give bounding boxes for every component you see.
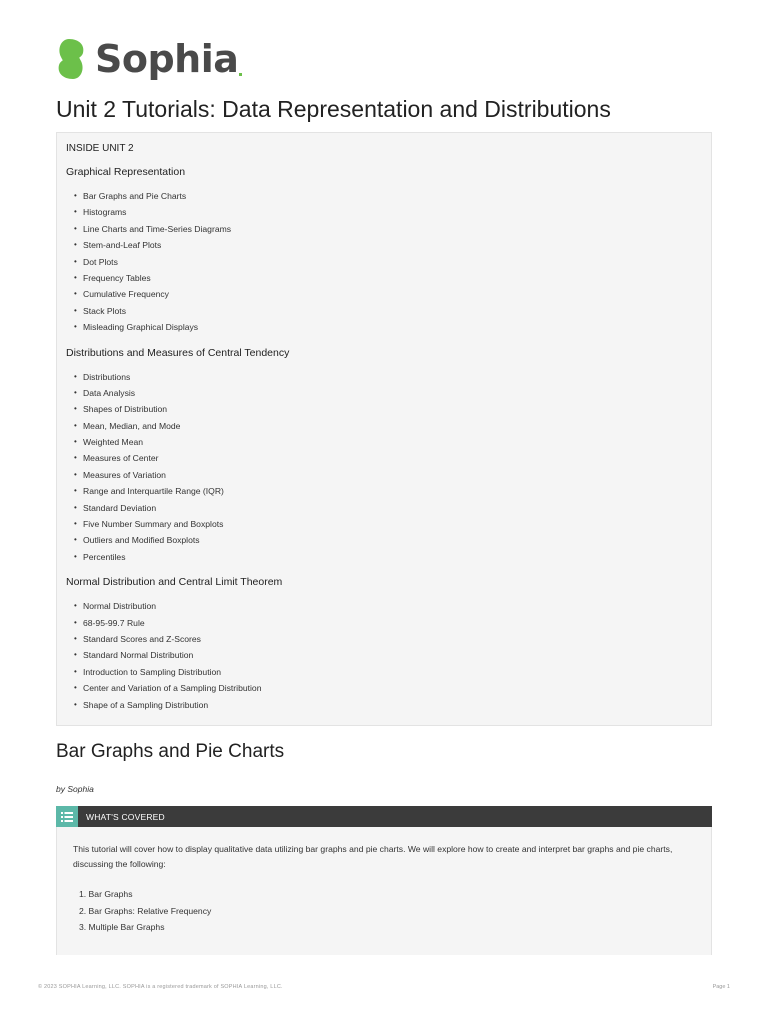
topic-item: 1. Bar Graphs: [79, 889, 133, 899]
sophia-logo: [55, 36, 242, 82]
section-item-list: [66, 598, 702, 713]
footer-copyright: © 2023 SOPHIA Learning, LLC. SOPHIA is a registered trademark of SOPHIA Learning, LLC.: [38, 984, 283, 990]
list-item: • Data Analysis: [74, 385, 702, 401]
list-item: • Standard Scores and Z-Scores: [74, 631, 702, 647]
unit-title: Unit 2 Tutorials: Data Representation and Distributions: [56, 96, 611, 122]
section-heading: Graphical Representation: [66, 166, 186, 178]
list-item: • Range and Interquartile Range (IQR): [74, 483, 702, 499]
whats-covered-box: [56, 827, 712, 955]
list-item: • Distributions: [74, 369, 702, 385]
list-item: • Standard Normal Distribution: [74, 647, 702, 663]
list-item: • Frequency Tables: [74, 270, 702, 286]
unit-contents-box: [56, 132, 712, 726]
tutorial-title: Bar Graphs and Pie Charts: [56, 741, 285, 762]
list-item: • Standard Deviation: [74, 500, 702, 516]
covered-topics: [73, 886, 695, 936]
section-item-list: [66, 188, 702, 336]
list-item: • Outliers and Modified Boxplots: [74, 532, 702, 548]
section-heading: Distributions and Measures of Central Tendency: [66, 346, 290, 359]
whats-covered-label: WHAT'S COVERED: [86, 811, 165, 822]
list-item: • Misleading Graphical Displays: [74, 319, 702, 335]
list-item: • Stack Plots: [74, 303, 702, 319]
list-item: • Shape of a Sampling Distribution: [74, 697, 702, 713]
list-item: • Line Charts and Time-Series Diagrams: [74, 221, 702, 237]
list-item: • Histograms: [74, 204, 702, 220]
list-item: • Weighted Mean: [74, 434, 702, 450]
brand-dot: [239, 73, 242, 76]
list-item: • 68-95-99.7 Rule: [74, 615, 702, 631]
list-item: • Mean, Median, and Mode: [74, 418, 702, 434]
whats-covered-header: [56, 806, 712, 827]
unit-sections: [66, 166, 702, 713]
list-item: • Dot Plots: [74, 254, 702, 270]
list-item: • Cumulative Frequency: [74, 286, 702, 302]
list-item: • Percentiles: [74, 549, 702, 565]
list-item: • Introduction to Sampling Distribution: [74, 664, 702, 680]
list-item: • Five Number Summary and Boxplots: [74, 516, 702, 532]
brand-name: Sophia: [95, 37, 239, 81]
sophia-leaf-icon: [55, 37, 87, 81]
list-item: • Bar Graphs and Pie Charts: [74, 188, 702, 204]
list-item: • Measures of Center: [74, 450, 702, 466]
covered-intro: This tutorial will cover how to display qualitative data utilizing bar graphs and pie charts. We will explore how to create and interpret bar graphs and pie charts, discussing the following:: [73, 844, 673, 869]
list-icon: [56, 806, 78, 827]
inside-unit-label: INSIDE UNIT 2: [66, 143, 134, 154]
list-item: • Shapes of Distribution: [74, 401, 702, 417]
topic-item: 2. Bar Graphs: Relative Frequency: [79, 905, 212, 916]
list-item: • Stem-and-Leaf Plots: [74, 237, 702, 253]
list-item: • Measures of Variation: [74, 467, 702, 483]
byline: by Sophia: [56, 784, 94, 794]
topic-item: 3. Multiple Bar Graphs: [79, 922, 165, 932]
page-number: Page 1: [712, 984, 730, 990]
list-item: • Normal Distribution: [74, 598, 702, 614]
section-item-list: [66, 369, 702, 566]
section-heading: Normal Distribution and Central Limit Theorem: [66, 576, 283, 589]
list-item: • Center and Variation of a Sampling Distribution: [74, 680, 702, 696]
